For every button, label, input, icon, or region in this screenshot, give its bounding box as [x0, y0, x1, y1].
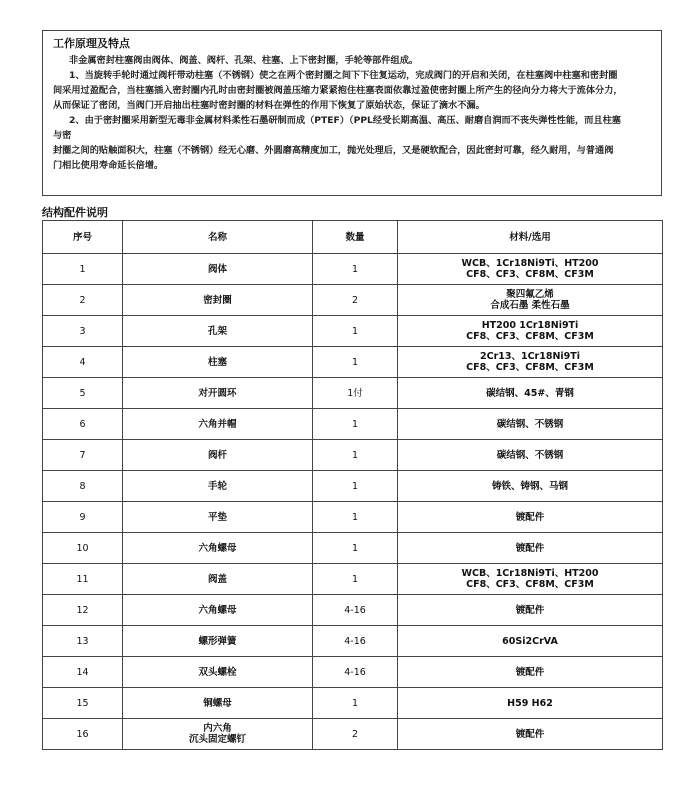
- cell-material-line: WCB、1Cr18Ni9Ti、HT200: [461, 258, 599, 269]
- cell-material-line: 碳结钢、不锈钢: [496, 449, 564, 461]
- cell-no: 14: [43, 657, 123, 688]
- cell-material-line: 合成石墨 柔性石墨: [490, 300, 570, 311]
- principle-line: 1、当旋转手轮时通过阀杆带动柱塞（不锈钢）使之在两个密封圈之间下下往复运动，完成阀门的开启和关闭，在柱塞阀中柱塞和密封圈: [69, 70, 618, 81]
- cell-name: [123, 254, 313, 285]
- cell-name: [123, 378, 313, 409]
- cell-no: 10: [43, 533, 123, 564]
- cell-material-line: 镀配件: [515, 728, 545, 740]
- cell-name-line: 螺形弹簧: [198, 635, 237, 647]
- cell-name-line: 六角螺母: [198, 542, 237, 554]
- cell-no: 7: [43, 440, 123, 471]
- cell-name: [123, 564, 313, 595]
- cell-qty: 1: [313, 254, 398, 285]
- table-row: [43, 719, 663, 750]
- cell-material: [398, 626, 663, 657]
- cell-material-line: 2Cr13、1Cr18Ni9Ti: [479, 351, 581, 362]
- principle-line: 间采用过盈配合，当柱塞插入密封圈内孔时由密封圈被阀盖压缩力紧紧抱住柱塞表面依靠过盈使密封圈上所产生的径向分力将大于流体分力，: [53, 85, 623, 96]
- cell-material-line: 铸铁、铸钢、马钢: [491, 480, 568, 492]
- cell-qty: 1: [313, 533, 398, 564]
- cell-material-line: CF8、CF3、CF8M、CF3M: [466, 362, 594, 373]
- cell-material-line: 镀配件: [515, 542, 545, 554]
- parts-section-title: 结构配件说明: [42, 206, 108, 219]
- cell-name: [123, 595, 313, 626]
- cell-material: [398, 657, 663, 688]
- cell-no: 12: [43, 595, 123, 626]
- table-row: [43, 657, 663, 688]
- principle-text: [53, 53, 651, 173]
- principle-line: 非金属密封柱塞阀由阀体、阀盖、阀杆、孔架、柱塞、上下密封圈，手轮等部件组成。: [69, 55, 419, 66]
- cell-no: 6: [43, 409, 123, 440]
- table-row: [43, 440, 663, 471]
- cell-name: [123, 719, 313, 750]
- principle-line: 2、由于密封圈采用新型无毒非金属材料柔性石墨研制而成（PTEF）（PPL经受长期高温、高压、耐磨自润而不丧失弹性性能，而且柱塞: [69, 115, 621, 126]
- cell-material-line: HT200 1Cr18Ni9Ti: [481, 320, 579, 331]
- cell-material-line: CF8、CF3、CF8M、CF3M: [466, 579, 594, 590]
- cell-qty: 1: [313, 502, 398, 533]
- principle-line: 门相比使用寿命延长倍增。: [53, 160, 164, 171]
- cell-name: [123, 440, 313, 471]
- header-qty: 数量: [313, 221, 398, 254]
- cell-name-line: 双头螺栓: [198, 666, 237, 678]
- cell-no: 1: [43, 254, 123, 285]
- cell-name-line: 手轮: [207, 480, 227, 492]
- cell-material-line: 碳结钢、45#、青钢: [486, 387, 574, 399]
- cell-name: [123, 471, 313, 502]
- cell-no: 16: [43, 719, 123, 750]
- cell-no: 8: [43, 471, 123, 502]
- cell-no: 5: [43, 378, 123, 409]
- cell-qty: 1: [313, 564, 398, 595]
- cell-name-line: 内六角: [203, 723, 232, 734]
- principle-line: 与密: [53, 130, 72, 141]
- table-row: [43, 502, 663, 533]
- cell-name: [123, 409, 313, 440]
- cell-name-line: 孔架: [207, 325, 227, 337]
- cell-material: [398, 564, 663, 595]
- cell-material: [398, 719, 663, 750]
- table-row: [43, 471, 663, 502]
- table-row: [43, 347, 663, 378]
- cell-material-line: 镀配件: [515, 604, 545, 616]
- cell-name-line: 密封圈: [203, 294, 232, 306]
- cell-qty: 1: [313, 347, 398, 378]
- table-row: [43, 254, 663, 285]
- principle-line: 从而保证了密闭，当阀门开启抽出柱塞时密封圈的材料在弹性的作用下恢复了原始状态，保证了滴水不漏。: [53, 100, 485, 111]
- cell-material: [398, 440, 663, 471]
- cell-no: 15: [43, 688, 123, 719]
- cell-qty: 2: [313, 719, 398, 750]
- cell-material: [398, 471, 663, 502]
- cell-material-line: H59 H62: [507, 697, 553, 709]
- cell-qty: 1: [313, 688, 398, 719]
- cell-name-line: 阀杆: [207, 449, 227, 461]
- cell-name-line: 柱塞: [207, 356, 227, 368]
- cell-name-line: 六角并帽: [198, 418, 237, 430]
- cell-name-line: 铜螺母: [203, 697, 232, 709]
- principle-box: [42, 30, 662, 196]
- header-no: 序号: [43, 221, 123, 254]
- cell-material: [398, 688, 663, 719]
- cell-qty: 1: [313, 316, 398, 347]
- table-row: [43, 595, 663, 626]
- header-material: 材料/选用: [398, 221, 663, 254]
- cell-material-line: 镀配件: [515, 666, 545, 678]
- cell-name: [123, 347, 313, 378]
- table-row: [43, 564, 663, 595]
- cell-name: [123, 316, 313, 347]
- cell-name: [123, 688, 313, 719]
- cell-name-line: 对开圆环: [198, 387, 237, 399]
- principle-title: 工作原理及特点: [53, 37, 130, 50]
- cell-name-line: 阀盖: [207, 573, 227, 585]
- cell-no: 9: [43, 502, 123, 533]
- cell-material: [398, 316, 663, 347]
- header-name: 名称: [123, 221, 313, 254]
- table-row: [43, 688, 663, 719]
- table-row: [43, 285, 663, 316]
- cell-qty: 1: [313, 440, 398, 471]
- table-row: [43, 378, 663, 409]
- table-row: [43, 316, 663, 347]
- cell-qty: 1: [313, 471, 398, 502]
- cell-material-line: CF8、CF3、CF8M、CF3M: [466, 331, 594, 342]
- table-header-row: [43, 221, 663, 254]
- cell-material-line: 聚四氟乙烯: [506, 289, 554, 300]
- cell-material-line: WCB、1Cr18Ni9Ti、HT200: [461, 568, 599, 579]
- cell-qty: 1付: [313, 378, 398, 409]
- cell-material: [398, 595, 663, 626]
- cell-material: [398, 502, 663, 533]
- parts-table: [42, 220, 663, 750]
- cell-no: 3: [43, 316, 123, 347]
- cell-name-line: 沉头固定螺钉: [188, 734, 246, 745]
- cell-name-line: 六角螺母: [198, 604, 237, 616]
- cell-name-line: 阀体: [207, 263, 227, 275]
- cell-no: 2: [43, 285, 123, 316]
- cell-name: [123, 533, 313, 564]
- cell-qty: 1: [313, 409, 398, 440]
- cell-name: [123, 657, 313, 688]
- cell-material-line: 碳结钢、不锈钢: [496, 418, 564, 430]
- table-row: [43, 409, 663, 440]
- cell-material: [398, 378, 663, 409]
- cell-material: [398, 254, 663, 285]
- cell-name: [123, 626, 313, 657]
- cell-material: [398, 285, 663, 316]
- cell-material-line: CF8、CF3、CF8M、CF3M: [466, 269, 594, 280]
- cell-name: [123, 285, 313, 316]
- table-row: [43, 626, 663, 657]
- table-row: [43, 533, 663, 564]
- cell-qty: 2: [313, 285, 398, 316]
- cell-no: 11: [43, 564, 123, 595]
- cell-material-line: 60Si2CrVA: [502, 635, 558, 647]
- cell-qty: 4-16: [313, 657, 398, 688]
- cell-no: 4: [43, 347, 123, 378]
- cell-no: 13: [43, 626, 123, 657]
- cell-qty: 4-16: [313, 626, 398, 657]
- cell-material: [398, 409, 663, 440]
- principle-line: 封圈之间的贴触面积大，柱塞（不锈钢）经无心磨、外圆磨高精度加工，抛光处理后，又是硬软配合，因此密封可靠，经久耐用，与普通阀: [53, 145, 614, 156]
- cell-qty: 4-16: [313, 595, 398, 626]
- cell-name: [123, 502, 313, 533]
- cell-material: [398, 347, 663, 378]
- cell-name-line: 平垫: [207, 511, 227, 523]
- cell-material-line: 镀配件: [515, 511, 545, 523]
- cell-material: [398, 533, 663, 564]
